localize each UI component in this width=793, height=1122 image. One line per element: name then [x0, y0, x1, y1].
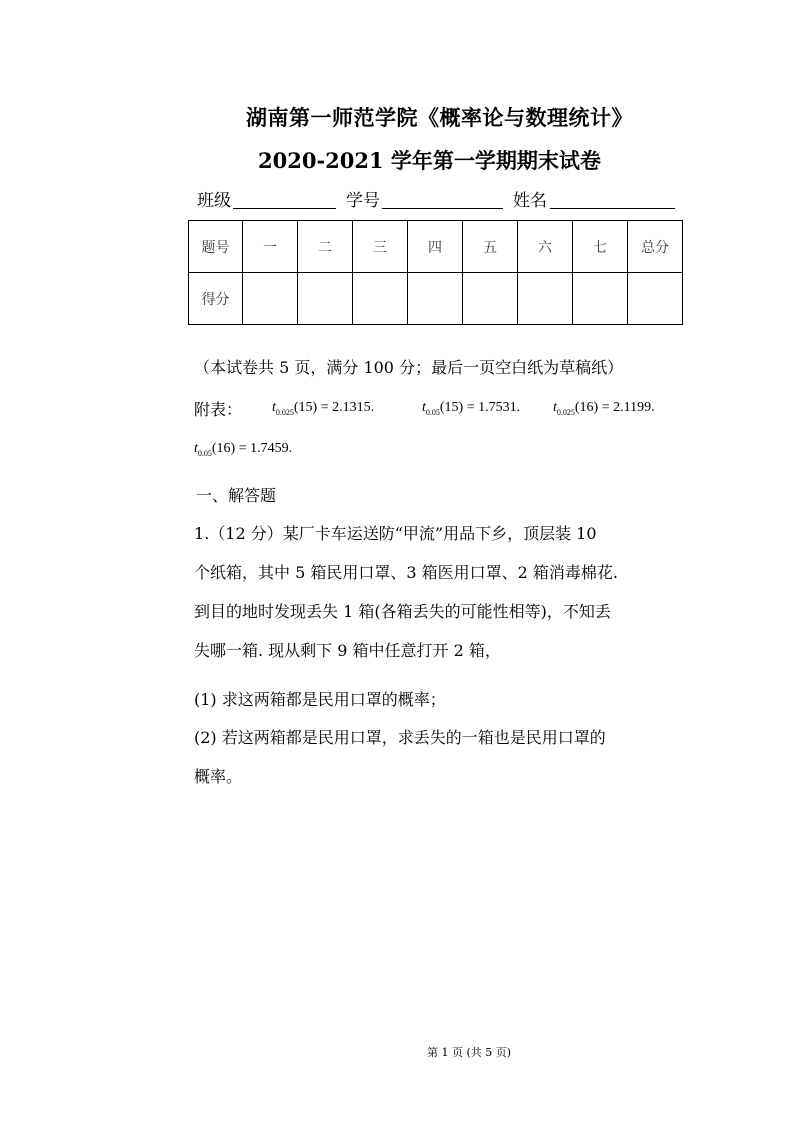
formula-argument: (15) [293, 400, 318, 415]
question-1-line-2: 个纸箱，其中 5 箱民用口罩、3 箱医用口罩、2 箱消毒棉花. [194, 563, 618, 582]
formula-subscript: 0.025 [275, 407, 294, 417]
formula-variable: t [422, 400, 426, 415]
exam-title-line1: 湖南第一师范学院《概率论与数理统计》 [246, 105, 633, 130]
question-1-part-1: (1) 求这两箱都是民用口罩的概率； [194, 690, 446, 709]
question-1-line-3: 到目的地时发现丢失 1 箱(各箱丢失的可能性相等)，不知丢 [194, 602, 611, 621]
question-1-line-1: 1.（12 分）某厂卡车运送防“甲流”用品下乡，顶层装 10 [194, 524, 597, 543]
formula-value: = 2.1315. [320, 400, 375, 415]
class-field[interactable] [233, 208, 336, 209]
score-cell-5[interactable] [463, 273, 518, 325]
header-cell-3: 三 [353, 221, 408, 273]
score-cell-7[interactable] [573, 273, 628, 325]
appendix-formula-4 [194, 441, 292, 458]
header-cell-4: 四 [408, 221, 463, 273]
score-cell-4[interactable] [408, 273, 463, 325]
header-cell-total: 总分 [628, 221, 683, 273]
header-cell-7: 七 [573, 221, 628, 273]
formula-value: = 1.7459. [238, 441, 293, 456]
header-cell-1: 一 [243, 221, 298, 273]
class-label: 班级 [197, 191, 231, 211]
formula-argument: (16) [574, 400, 599, 415]
appendix-label: 附表： [194, 400, 243, 419]
formula-argument: (15) [439, 400, 464, 415]
student-id-field[interactable] [382, 208, 503, 209]
exam-note: （本试卷共 5 页，满分 100 分；最后一页空白纸为草稿纸） [194, 358, 624, 377]
question-1-line-4: 失哪一箱. 现从剩下 9 箱中任意打开 2 箱， [194, 641, 501, 660]
score-cell-3[interactable] [353, 273, 408, 325]
formula-subscript: 0.05 [425, 407, 440, 417]
formula-subscript: 0.05 [197, 448, 212, 458]
score-table [188, 220, 683, 325]
formula-value: = 2.1199. [601, 400, 655, 415]
score-cell-1[interactable] [243, 273, 298, 325]
formula-variable: t [553, 400, 557, 415]
score-table-score-row [189, 273, 683, 325]
student-info-row [197, 186, 677, 210]
formula-value: = 1.7531. [466, 400, 521, 415]
student-id-label: 学号 [346, 191, 380, 211]
score-table-header-row [189, 221, 683, 273]
question-1-part-2: (2) 若这两箱都是民用口罩，求丢失的一箱也是民用口罩的 [194, 728, 606, 747]
header-cell-6: 六 [518, 221, 573, 273]
header-cell-2: 二 [298, 221, 353, 273]
score-row-label: 得分 [189, 273, 243, 325]
appendix-formula-3 [553, 400, 655, 417]
name-field[interactable] [550, 208, 675, 209]
appendix-formula-1 [272, 400, 374, 417]
question-1-part-2-cont: 概率。 [194, 767, 243, 786]
exam-title-line2: 2020-2021 学年第一学期期末试卷 [258, 148, 601, 173]
score-cell-6[interactable] [518, 273, 573, 325]
score-cell-total[interactable] [628, 273, 683, 325]
page-footer: 第 1 页 (共 5 页) [427, 1046, 512, 1059]
name-label: 姓名 [513, 191, 547, 211]
formula-variable: t [272, 400, 276, 415]
formula-variable: t [194, 441, 198, 456]
score-cell-2[interactable] [298, 273, 353, 325]
formula-argument: (16) [211, 441, 236, 456]
header-cell-question-no: 题号 [189, 221, 243, 273]
header-cell-5: 五 [463, 221, 518, 273]
section-title: 一、解答题 [196, 486, 277, 505]
formula-subscript: 0.025 [556, 407, 575, 417]
appendix-formula-2 [422, 400, 520, 417]
